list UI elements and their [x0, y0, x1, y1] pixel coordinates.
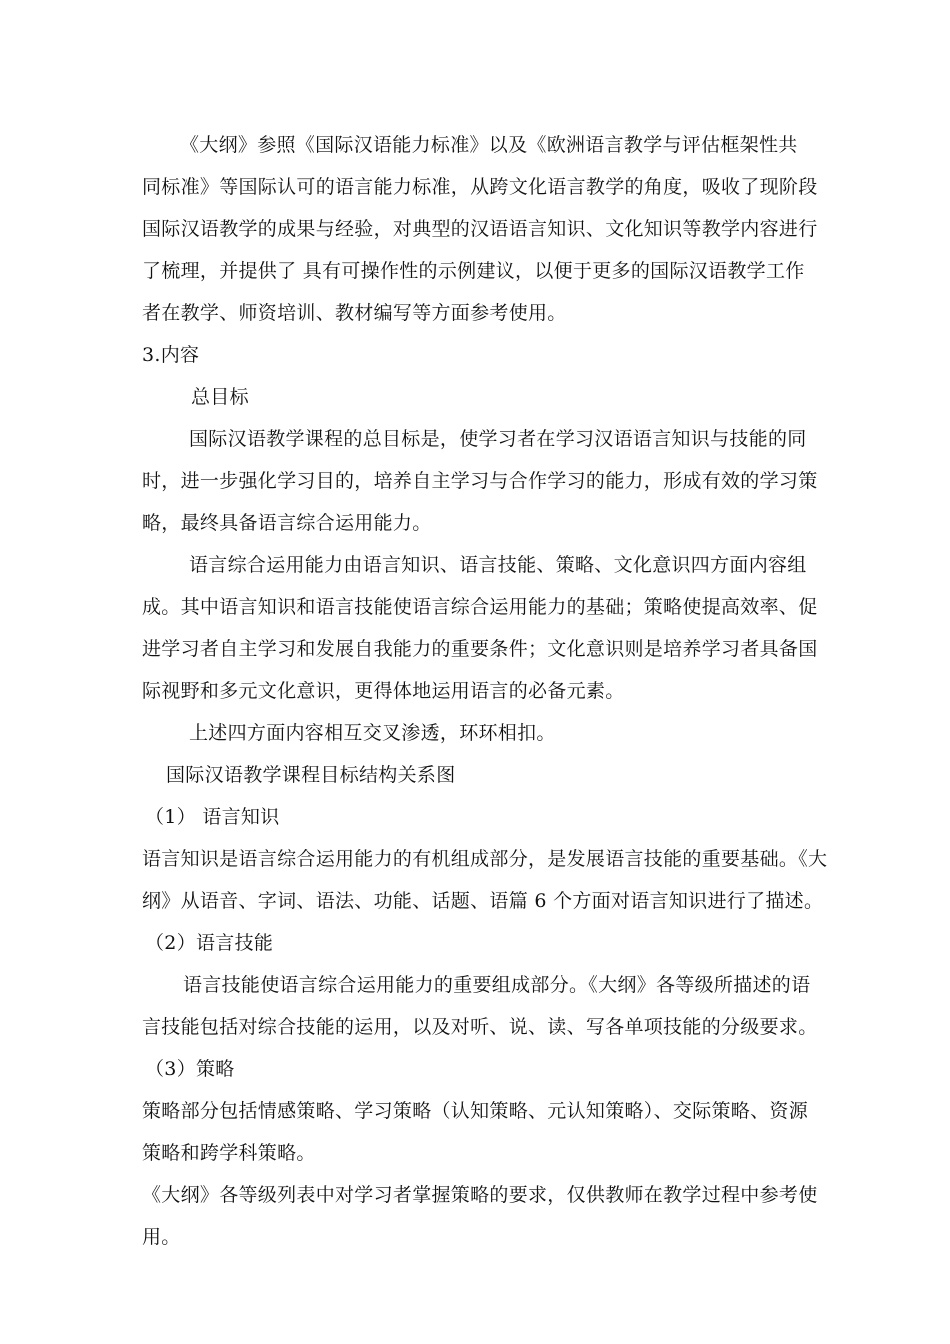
- text-line: 进学习者自主学习和发展自我能力的重要条件；文化意识则是培养学习者具备国: [142, 638, 818, 660]
- text-line: 成。其中语言知识和语言技能使语言综合运用能力的基础；策略使提高效率、促: [142, 596, 818, 618]
- text-line: 者在教学、师资培训、教材编写等方面参考使用。: [142, 302, 567, 324]
- list-item-heading: （2）语言技能: [145, 932, 274, 954]
- text-line: 同标准》等国际认可的语言能力标准，从跨文化语言教学的角度，吸收了现阶段: [142, 176, 818, 198]
- list-item-heading: （3）策略: [145, 1058, 235, 1080]
- text-line: 策略部分包括情感策略、学习策略（认知策略、元认知策略）、交际策略、资源: [142, 1100, 809, 1122]
- text-line: 用。: [142, 1226, 181, 1248]
- text-line: 上述四方面内容相互交叉渗透，环环相扣。: [189, 722, 556, 744]
- text-line: 际视野和多元文化意识，更得体地运用语言的必备元素。: [142, 680, 625, 702]
- text-line: 了梳理，并提供了 具有可操作性的示例建议，以便于更多的国际汉语教学工作: [142, 260, 805, 282]
- text-line: 《大纲》各等级列表中对学习者掌握策略的要求，仅供教师在教学过程中参考使: [142, 1184, 818, 1206]
- text-line: 《大纲》参照《国际汉语能力标准》以及《欧洲语言教学与评估框架性共: [180, 134, 798, 156]
- list-item-heading: （1） 语言知识: [145, 806, 280, 828]
- text-line: 国际汉语教学的成果与经验，对典型的汉语语言知识、文化知识等教学内容进行: [142, 218, 818, 240]
- section-heading: 3.内容: [142, 344, 200, 366]
- text-line: 语言知识是语言综合运用能力的有机组成部分，是发展语言技能的重要基础。《大: [142, 848, 828, 870]
- text-line: 语言技能使语言综合运用能力的重要组成部分。《大纲》各等级所描述的语: [183, 974, 811, 996]
- text-line: 略，最终具备语言综合运用能力。: [142, 512, 432, 534]
- text-line: 纲》从语音、字词、语法、功能、话题、语篇 6 个方面对语言知识进行了描述。: [142, 890, 824, 912]
- figure-caption: 国际汉语教学课程目标结构关系图: [166, 764, 456, 786]
- text-line: 国际汉语教学课程的总目标是，使学习者在学习汉语语言知识与技能的同: [189, 428, 807, 450]
- text-line: 时，进一步强化学习目的，培养自主学习与合作学习的能力，形成有效的学习策: [142, 470, 818, 492]
- sub-heading: 总目标: [191, 386, 249, 408]
- text-line: 策略和跨学科策略。: [142, 1142, 316, 1164]
- text-line: 言技能包括对综合技能的运用，以及对听、说、读、写各单项技能的分级要求。: [142, 1016, 818, 1038]
- text-line: 语言综合运用能力由语言知识、语言技能、策略、文化意识四方面内容组: [189, 554, 807, 576]
